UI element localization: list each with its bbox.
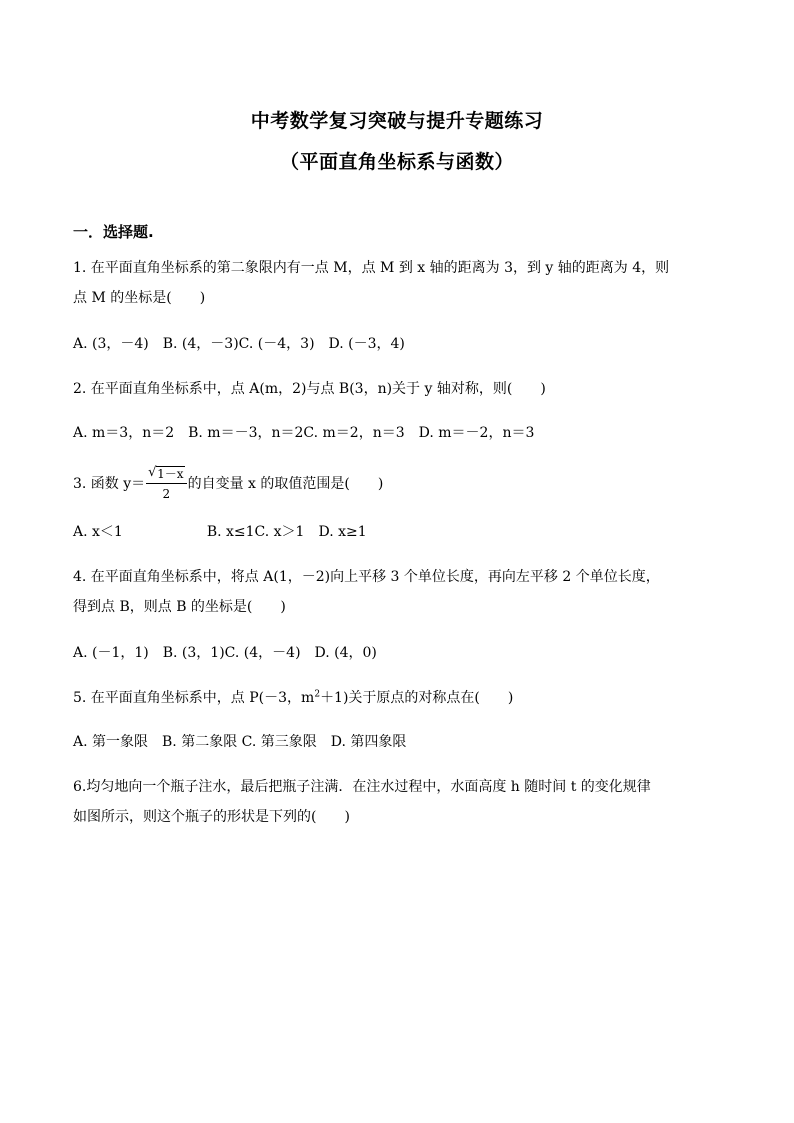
question-1-text-line-1: 1. 在平面直角坐标系的第二象限内有一点 M，点 M 到 x 轴的距离为 3，到 y 轴的距离为 4，则 [73,260,670,276]
question-3-options-rest: B. x≤1C. x＞1 D. x≥1 [206,524,367,540]
question-5-options: A. 第一象限 B. 第二象限 C. 第三象限 D. 第四象限 [73,734,407,750]
document-subtitle: （平面直角坐标系与函数） [279,151,514,173]
question-4-text-line-1: 4. 在平面直角坐标系中，将点 A(1，－2)向上平移 3 个单位长度，再向左平移 2 个单位长度， [73,569,660,585]
question-4-options: A. (－1，1) B. (3，1)C. (4，－4) D. (4，0) [73,645,377,661]
document-title: 中考数学复习突破与提升专题练习 [250,110,544,132]
question-3-text [73,463,383,505]
question-3-option-a: A. x＜1 [73,524,123,540]
question-4-text-line-2: 得到点 B，则点 B 的坐标是( ) [73,599,286,615]
question-3-prefix: 3. 函数 y＝ [73,476,146,492]
radicand: 1－x [157,467,184,481]
question-3-options [73,522,367,542]
fraction [146,467,186,501]
question-1-options: A. (3，－4) B. (4，－3)C. (－4，3) D. (－3，4) [73,336,405,352]
question-1-text-line-2: 点 M 的坐标是( ) [73,290,206,306]
question-6-text-line-1: 6.均匀地向一个瓶子注水，最后把瓶子注满．在注水过程中，水面高度 h 随时间 t 的变化规律 [73,779,651,795]
sqrt-icon: √ [148,465,157,480]
question-5-suffix: ＋1)关于原点的对称点在( ) [320,690,514,706]
section-heading: 一．选择题. [73,223,154,241]
question-5-text [73,688,513,708]
question-6-text-line-2: 如图所示，则这个瓶子的形状是下列的( ) [73,809,350,825]
superscript: 2 [314,689,321,700]
question-2-text: 2. 在平面直角坐标系中，点 A(m，2)与点 B(3，n)关于 y 轴对称，则( ) [73,381,546,397]
question-2-options: A. m＝3，n＝2 B. m＝－3，n＝2C. m＝2，n＝3 D. m＝－2，n＝3 [73,425,535,441]
question-5-prefix: 5. 在平面直角坐标系中，点 P(－3，m [73,690,315,706]
square-root [148,467,184,481]
fraction-numerator [146,467,186,484]
question-3-suffix: 的自变量 x 的取值范围是( ) [187,476,384,492]
fraction-denominator: 2 [162,487,171,501]
